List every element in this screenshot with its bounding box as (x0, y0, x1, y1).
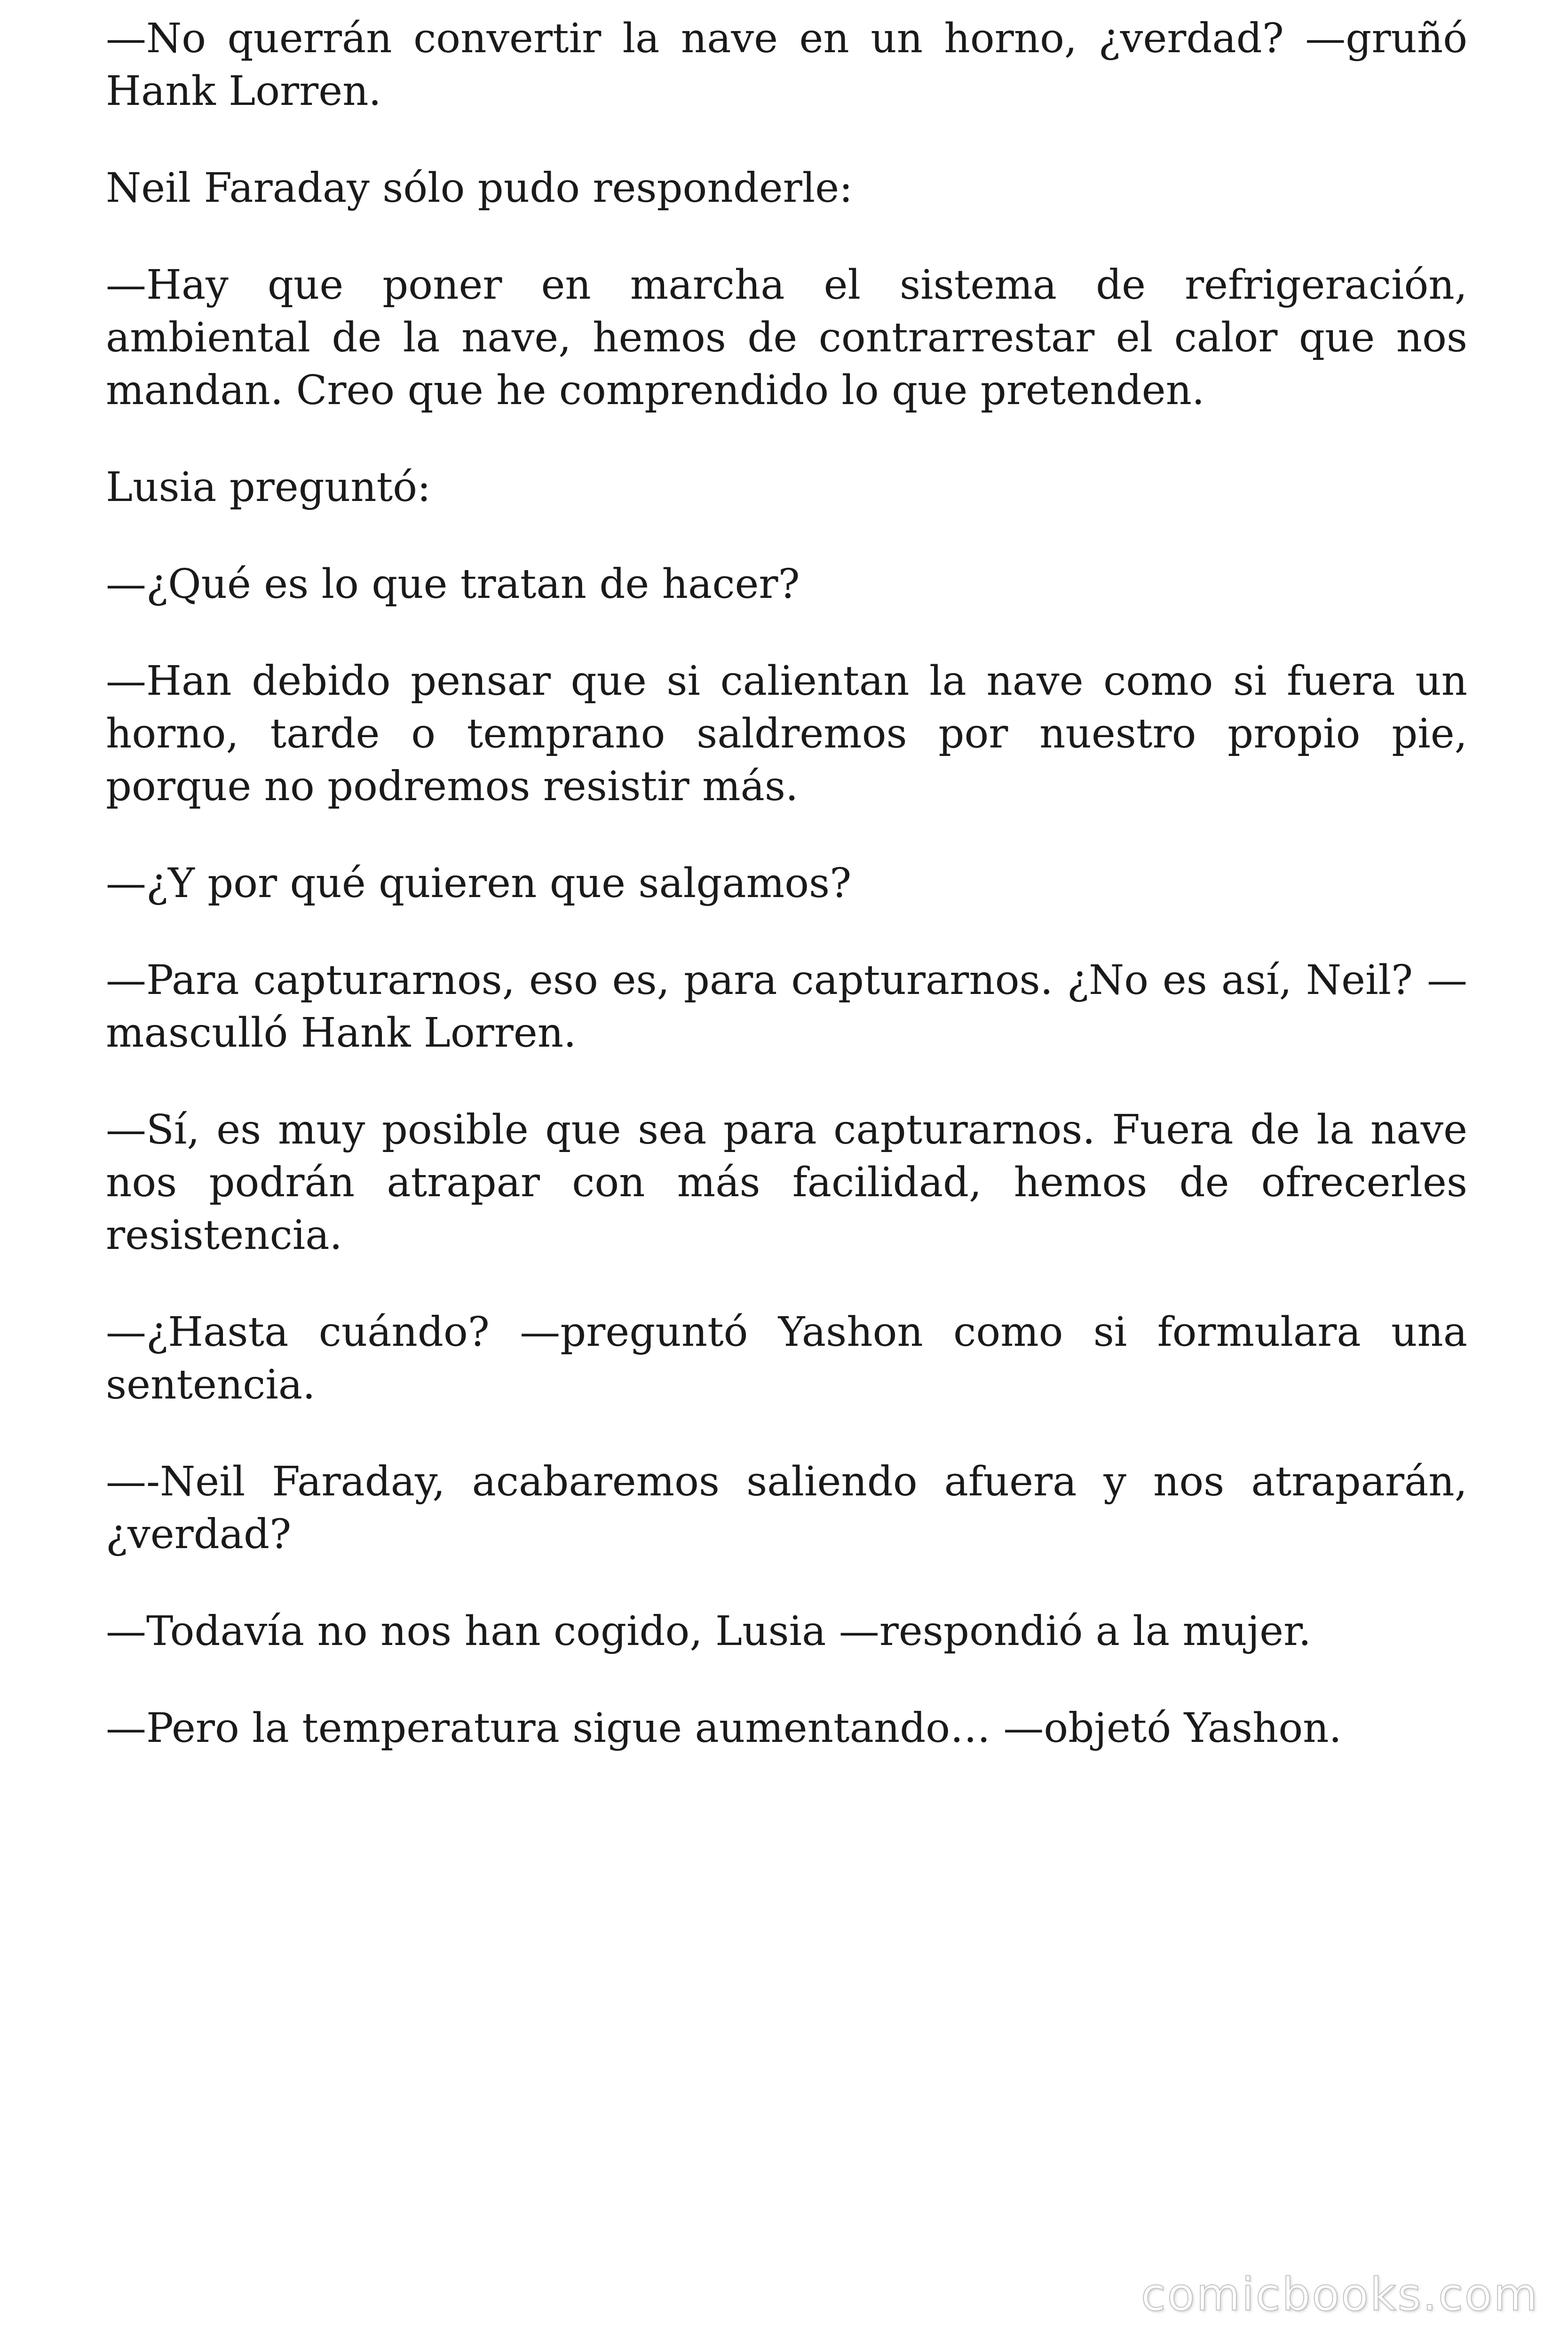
paragraph-2: Neil Faraday sólo pudo responderle: (106, 165, 853, 212)
paragraph-4: Lusia preguntó: (106, 464, 431, 511)
paragraph-1: —No querrán convertir la nave en un horno, ¿verdad? —gruñó Hank Lorren. (106, 15, 1467, 115)
paragraph-6: —Han debido pensar que si calientan la nave como si fuera un horno, tarde o temprano saldremos por nuestro propio pie, porque no podremos resistir más. (106, 658, 1467, 810)
paragraph-12: —Todavía no nos han cogido, Lusia —respondió a la mujer. (106, 1608, 1311, 1655)
paragraph-10: —¿Hasta cuándo? —preguntó Yashon como si formulara una sentencia. (106, 1309, 1467, 1408)
paragraph-9: —Sí, es muy posible que sea para capturarnos. Fuera de la nave nos podrán atrapar con más facilidad, hemos de ofrecerles resistencia. (106, 1106, 1467, 1259)
paragraph-7: —¿Y por qué quieren que salgamos? (106, 860, 852, 907)
paragraph-3: —Hay que poner en marcha el sistema de refrigeración, ambiental de la nave, hemos de contrarrestar el calor que nos mandan. Creo que he comprendido lo que pretenden. (106, 262, 1467, 414)
body-text (106, 12, 1467, 1799)
paragraph-8: —Para capturarnos, eso es, para capturarnos. ¿No es así, Neil? —masculló Hank Lorren. (106, 957, 1467, 1057)
watermark-logo: comicbooks.com (1140, 2268, 1539, 2321)
paragraph-13: —Pero la temperatura sigue aumentando… —objetó Yashon. (106, 1705, 1342, 1752)
paragraph-5: —¿Qué es lo que tratan de hacer? (106, 561, 800, 608)
paragraph-11: —-Neil Faraday, acabaremos saliendo afuera y nos atraparán, ¿verdad? (106, 1458, 1467, 1558)
